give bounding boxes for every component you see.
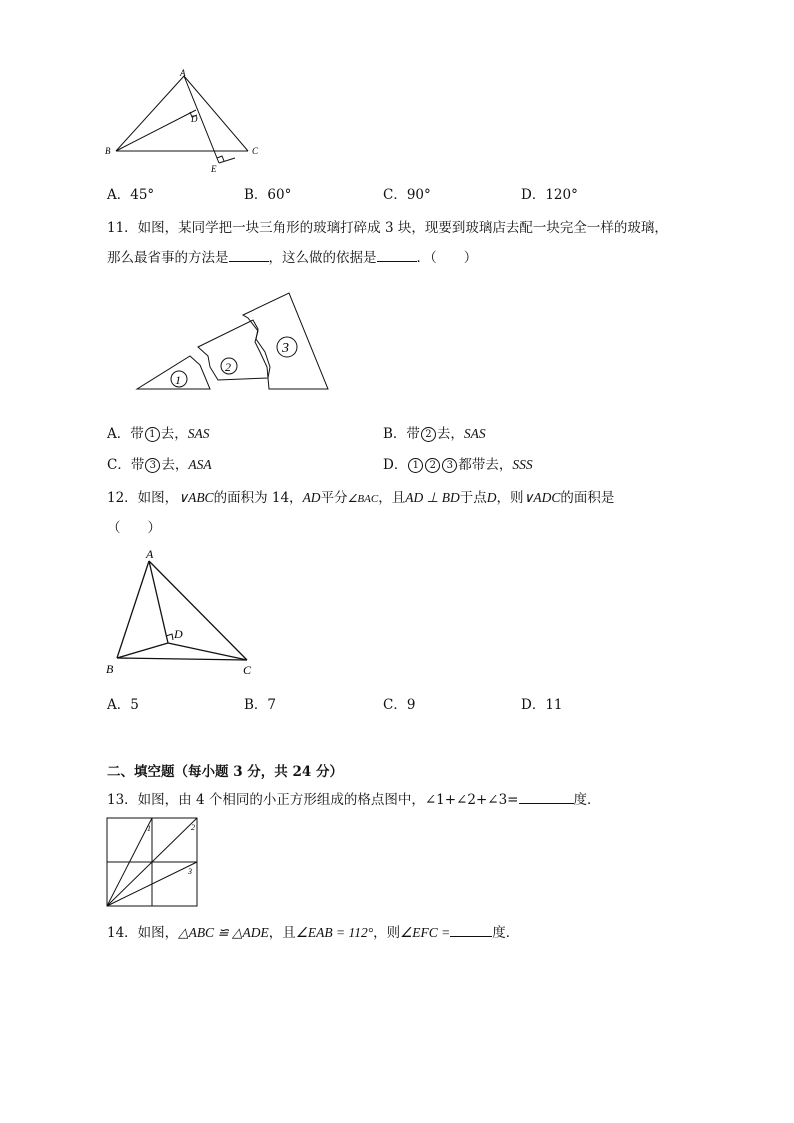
- circled-number: 1: [145, 427, 160, 442]
- q12-figure: [100, 545, 270, 680]
- answer-blank[interactable]: [450, 924, 492, 937]
- math-ad: AD: [302, 490, 321, 505]
- option-text: 5: [130, 697, 139, 713]
- q12-text: ，且: [378, 490, 406, 506]
- option-text: 7: [267, 697, 277, 713]
- label-a: A: [146, 547, 154, 561]
- q13-text: 13．如图，由 4 个相同的小正方形组成的格点图中，∠1+∠2+∠3=: [107, 792, 519, 808]
- q12-text: 平分: [320, 490, 348, 506]
- q14-text: 14．如图，: [107, 925, 179, 941]
- math-angle-eab: ∠EAB = 112°: [295, 925, 374, 940]
- q12-option-b[interactable]: [244, 693, 276, 713]
- q12-stem-line2: （ ）: [107, 520, 161, 536]
- option-text: 9: [406, 697, 416, 713]
- math-angle-bac: ∠BAC: [347, 493, 379, 505]
- answer-blank[interactable]: [377, 249, 417, 262]
- q10-option-b[interactable]: [244, 183, 291, 203]
- section-heading: 二、填空题（每小题 3 分，共 24 分）: [107, 764, 343, 780]
- segment-ec: [219, 158, 235, 163]
- q10-option-d[interactable]: [521, 183, 578, 203]
- option-letter: A．: [107, 697, 131, 713]
- q13-text: 度．: [573, 792, 601, 808]
- angle-label-2: 2: [191, 823, 195, 832]
- answer-blank[interactable]: [519, 791, 574, 804]
- option-letter: D．: [521, 187, 546, 203]
- q12-text: 于点: [459, 490, 487, 506]
- segment-ae: [184, 76, 219, 163]
- option-letter: A．: [107, 187, 131, 203]
- q12-option-a[interactable]: [107, 693, 139, 713]
- criterion: ASA: [188, 457, 212, 472]
- angle-label-1: 1: [147, 824, 151, 833]
- option-letter: B．: [244, 187, 268, 203]
- math-angle-efc: ∠EFC =: [400, 925, 451, 940]
- label-d: D: [174, 627, 183, 641]
- q12-option-c[interactable]: [383, 693, 415, 713]
- q13-grid-figure: [104, 815, 200, 910]
- label-c: C: [252, 146, 259, 156]
- q10-option-a[interactable]: [107, 183, 154, 203]
- option-text: 90°: [406, 187, 431, 203]
- q10-figure: [100, 68, 270, 178]
- math-triangle-adc: ∨ADC: [523, 490, 561, 505]
- option-letter: B．: [383, 426, 407, 442]
- q11-option-c[interactable]: [107, 453, 212, 473]
- segment-ac: [149, 561, 247, 660]
- circled-number: 2: [425, 458, 440, 473]
- option-text: 11: [545, 697, 563, 713]
- math-perpendicular: AD ⊥ BD: [405, 490, 460, 505]
- label-a: A: [180, 68, 186, 78]
- q11-broken-glass-figure: [130, 287, 340, 397]
- answer-blank[interactable]: [229, 249, 269, 262]
- glass-piece-1: [137, 356, 210, 389]
- segment-ab: [117, 561, 149, 658]
- label-b: B: [106, 662, 114, 676]
- circled-number: 3: [442, 458, 457, 473]
- segment-bd: [117, 643, 168, 658]
- q12-text: ，则: [496, 490, 524, 506]
- piece-label-1: 1: [175, 373, 181, 387]
- option-letter: C．: [383, 187, 407, 203]
- q12-option-d[interactable]: [521, 693, 563, 713]
- option-text: 带: [406, 426, 420, 442]
- q10-option-c[interactable]: [383, 183, 431, 203]
- q11-stem-line1: 11．如图，某同学把一块三角形的玻璃打碎成 3 块，现要到玻璃店去配一块完全一样的玻璃，: [107, 220, 668, 236]
- option-letter: C．: [107, 457, 131, 473]
- q13-stem: [107, 788, 601, 808]
- circled-number: 2: [421, 427, 436, 442]
- option-text: 去，: [436, 426, 464, 442]
- option-letter: D．: [383, 457, 408, 473]
- q14-text: ，则: [373, 925, 401, 941]
- option-text: 带: [130, 457, 145, 473]
- option-text: 120°: [545, 187, 578, 203]
- math-d: D: [486, 490, 497, 505]
- option-text: 带: [130, 426, 144, 442]
- q12-stem-line1: [107, 486, 614, 506]
- option-letter: C．: [383, 697, 407, 713]
- criterion: SAS: [463, 426, 486, 441]
- option-letter: D．: [521, 697, 546, 713]
- label-d: D: [191, 114, 198, 124]
- math-congruence: △ABC ≌ △ADE: [178, 925, 269, 940]
- q11-text-b: ，这么做的依据是: [268, 250, 377, 266]
- option-text: 60°: [267, 187, 292, 203]
- piece-label-3: 3: [282, 341, 289, 356]
- circled-number: 1: [408, 458, 423, 473]
- q11-text-c: ．（ ）: [416, 250, 478, 266]
- angle-label-3: 3: [188, 867, 192, 876]
- segment-bd: [116, 110, 196, 151]
- q11-stem-line2: [107, 246, 477, 266]
- segment-ad: [149, 561, 168, 643]
- piece-label-2: 2: [225, 360, 231, 374]
- circled-number: 3: [145, 458, 160, 473]
- label-b: B: [105, 146, 111, 156]
- q14-text: 度．: [492, 925, 520, 941]
- option-text: 45°: [130, 187, 155, 203]
- label-e: E: [211, 164, 217, 174]
- q12-text: 12．如图，: [107, 490, 179, 506]
- segment-ab: [116, 76, 184, 151]
- math-triangle-abc: ∨ABC: [178, 490, 214, 505]
- q14-text: ，且: [268, 925, 296, 941]
- q12-text: 的面积是: [560, 490, 615, 506]
- option-letter: B．: [244, 697, 268, 713]
- q11-text-a: 那么最省事的方法是: [107, 250, 229, 266]
- option-text: 去，: [161, 457, 189, 473]
- criterion: SSS: [512, 457, 533, 472]
- option-letter: A．: [107, 426, 131, 442]
- segment-bc: [117, 658, 247, 660]
- option-text: 去，: [160, 426, 188, 442]
- q11-option-a[interactable]: [107, 422, 210, 442]
- label-c: C: [243, 663, 252, 677]
- q11-option-d[interactable]: [383, 453, 533, 473]
- q14-stem: [107, 921, 519, 941]
- q12-text: 的面积为 14，: [213, 490, 303, 506]
- criterion: SAS: [187, 426, 210, 441]
- segment-dc: [168, 643, 247, 660]
- q11-option-b[interactable]: [383, 422, 486, 442]
- option-text: 都带去，: [458, 457, 513, 473]
